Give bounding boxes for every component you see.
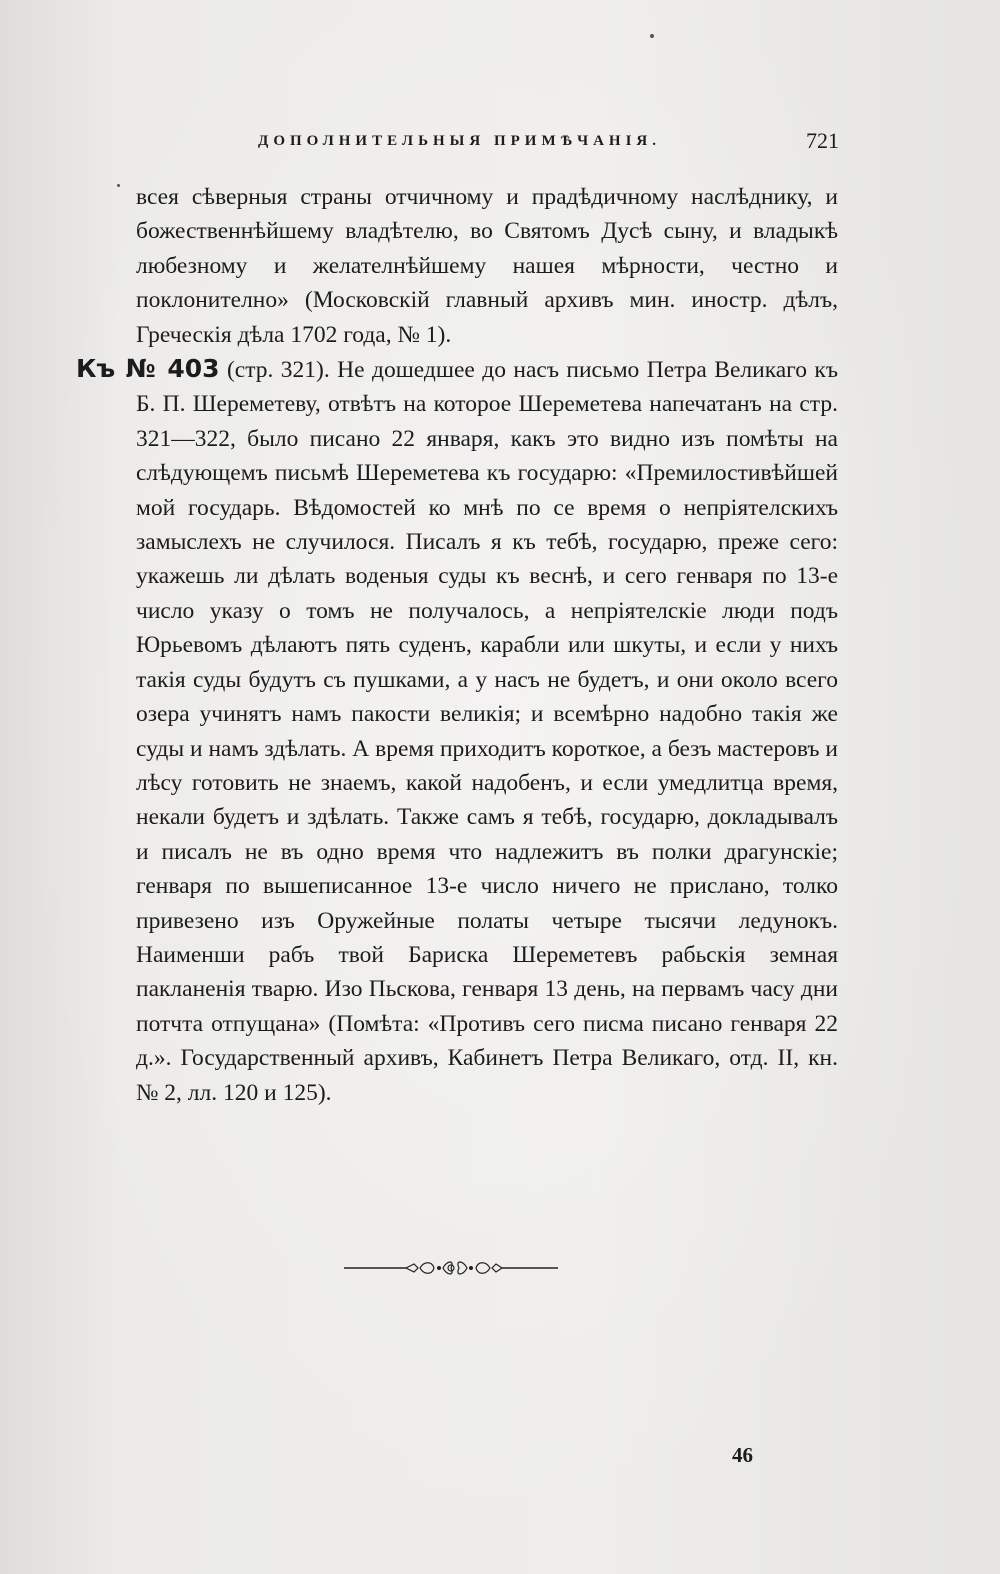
page-number: 721 bbox=[806, 128, 839, 153]
running-title: ДОПОЛНИТЕЛЬНЫЯ ПРИМѢЧАНІЯ. bbox=[258, 133, 662, 149]
paragraph-continued: всея сѣверныя страны отчичному и прадѣдичному наслѣднику, и божественнѣйшему владѣтелю, во Святомъ Дусѣ сыну, и владыкѣ любезному и желателнѣйшему нашея мѣрности, честно и поклонително» (Московскій главный архивъ мин. иностр. дѣлъ, Греческія дѣла 1702 года, № 1). bbox=[136, 184, 838, 348]
note-paragraph bbox=[76, 352, 838, 1110]
note-text: (стр. 321). Не дошедшее до насъ письмо Петра Великаго къ Б. П. Шереметеву, отвѣтъ на которое Шереметева напечатанъ на стр. 321—322, было писано 22 января, какъ это видно изъ помѣты на слѣдующемъ письмѣ Шереметева къ государю: «Премилостивѣйшей мой государь. Вѣдомостей ко мнѣ по се время о непріятелскихъ замыслехъ не случилося. Писалъ я къ тебѣ, государю, преже сего: укажешь ли дѣлать воденыя суды къ веснѣ, и сего генваря по 13-е число указу о томъ не получалось, а непріятелскіе люди подъ Юрьевомъ дѣлаютъ пять суденъ, карабли или шкуты, и если у нихъ такія суды будутъ съ пушками, а у насъ не будетъ, и они около всего озера учинятъ намъ пакости великія; и всемѣрно надобно такія же суды и намъ здѣлать. А время приходитъ короткое, а безъ мастеровъ и лѣсу готовить не знаемъ, какой надобенъ, и если умедлитца время, некали будетъ и здѣлать. Также самъ я тебѣ, государю, докладывалъ и писалъ не въ одно время что надлежитъ въ полки драгунскіе; генваря по вышеписанное 13-е число ничего не прислано, толко привезено изъ Оружейные полаты четыре тысячи ледунокъ. Наименши рабъ твой Бариска Шереметевъ рабьскія земная пакланенія тварю. Изо Пьскова, генваря 13 день, на первамъ часу дни потчта отпущана» (Помѣта: «Противъ сего писма писано генваря 22 д.». Государственный архивъ, Кабинетъ Петра Великаго, отд. II, кн. № 2, лл. 120 и 125). bbox=[136, 357, 838, 1106]
signature-mark: 46 bbox=[732, 1443, 753, 1467]
note-reference: Къ № 403 bbox=[76, 354, 220, 384]
body-text bbox=[76, 180, 838, 1110]
ink-speck bbox=[650, 34, 654, 38]
ornament-divider bbox=[344, 1258, 558, 1278]
